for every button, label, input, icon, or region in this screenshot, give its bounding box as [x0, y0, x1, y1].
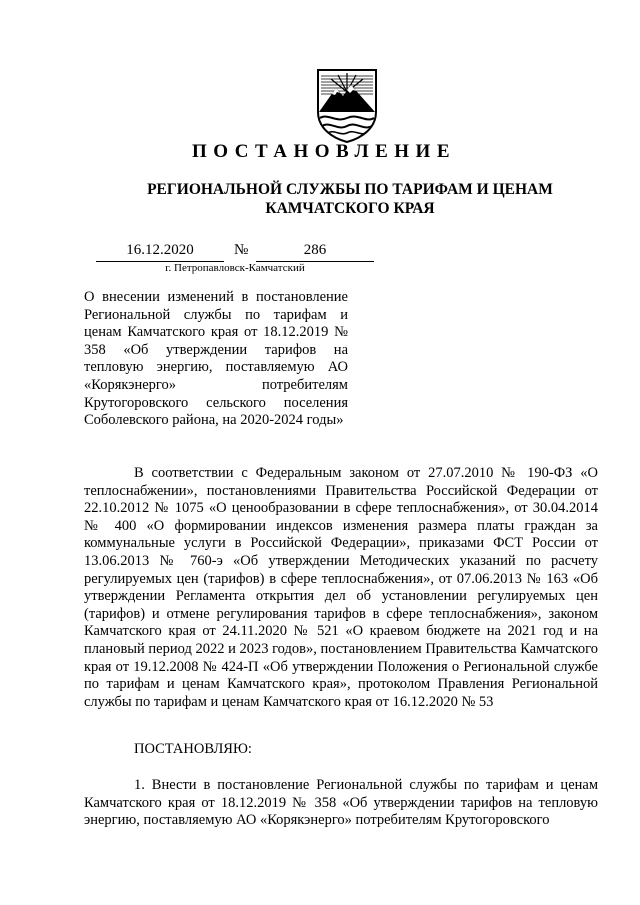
- document-number-label: №: [234, 242, 249, 258]
- document-title: ПОСТАНОВЛЕНИЕ: [191, 141, 457, 162]
- decree-word: ПОСТАНОВЛЯЮ:: [134, 741, 252, 757]
- document-date: 16.12.2020: [96, 242, 224, 262]
- preamble-paragraph: В соответствии с Федеральным законом от 27.07.2010 № 190-ФЗ «О теплоснабжении», постановлениями Правительства Российской Федерации от 22.10.2012 № 1075 «О ценообразовании в сфере теплоснабжения», от 30.04.2014 № 400 «О формировании индексов изменения размера платы граждан за коммунальные услуги в Российской Федерации», приказами ФСТ России от 13.06.2013 № 760-э «Об утверждении Методических указаний по расчету регулируемых цен (тарифов) в сфере теплоснабжения», от 07.06.2013 № 163 «Об утверждении Регламента открытия дел об установлении регулируемых цен (тарифов) и отмене регулирования тарифов в сфере теплоснабжения», законом Камчатского края от 24.11.2020 № 521 «О краевом бюджете на 2021 год и на плановый период 2022 и 2023 годов», постановлением Правительства Камчатского края от 19.12.2008 № 424-П «Об утверждении Положения о Региональной службе по тарифам и ценам Камчатского края», протоколом Правления Региональной службы по тарифам и ценам Камчатского края от 16.12.2020 № 53: [84, 465, 598, 710]
- authority-line-2: КАМЧАТСКОГО КРАЯ: [265, 200, 435, 217]
- document-city: г. Петропавловск-Камчатский: [165, 262, 305, 274]
- document-subject: О внесении изменений в постановление Региональной службы по тарифам и ценам Камчатского края от 18.12.2019 № 358 «Об утверждении тарифов на тепловую энергию, поставляемую АО «Корякэнерго» потребителям Крутогоровского сельского поселения Соболевского района, на 2020-2024 годы»: [84, 289, 348, 429]
- kamchatka-coat-of-arms-icon: [316, 68, 378, 144]
- document-number: 286: [256, 242, 374, 262]
- issuing-authority: [140, 180, 560, 218]
- authority-line-1: РЕГИОНАЛЬНОЙ СЛУЖБЫ ПО ТАРИФАМ И ЦЕНАМ: [147, 181, 553, 198]
- clause-1-paragraph: 1. Внести в постановление Региональной службы по тарифам и ценам Камчатского края от 18.12.2019 № 358 «Об утверждении тарифов на тепловую энергию, поставляемую АО «Корякэнерго» потребителям Крутогоровского: [84, 777, 598, 829]
